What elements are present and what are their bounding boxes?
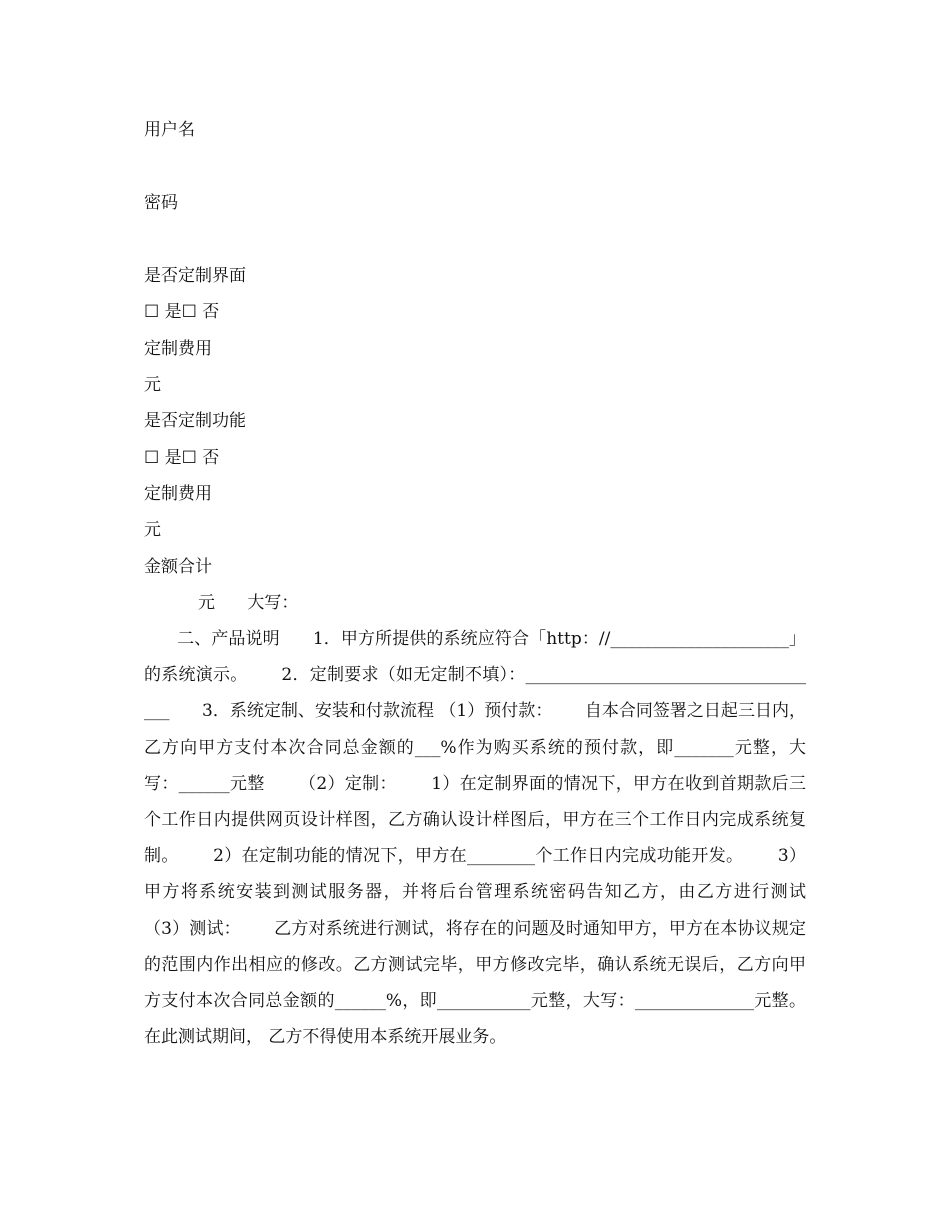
- total-label: 金额合计: [144, 557, 212, 577]
- custom-ui-fee-label: 定制费用: [144, 339, 212, 359]
- custom-ui-fee-unit: 元: [144, 375, 161, 395]
- username-label: 用户名: [144, 120, 195, 140]
- product-description-paragraph: 二、产品说明 1．甲方所提供的系统应符合「http：//_____________________」的系统演示。 2．定制要求（如无定制不填）：____________________________________ 3．系统定制、安装和付款流程 （1）预付款： 自本合同签署之日起三日内，乙方向甲方支付本次合同总金额的___%作为购买系统的预付款，即_______元整，大写：______元整 （2）定制： 1）在定制界面的情况下，甲方在收到首期款后三个工作日内提供网页设计样图，乙方确认设计样图后，甲方在三个工作日内完成系统复制。 2）在定制功能的情况下，甲方在________个工作日内完成功能开发。 3）甲方将系统安装到测试服务器，并将后台管理系统密码告知乙方，由乙方进行测试 （3）测试： 乙方对系统进行测试，将存在的问题及时通知甲方，甲方在本协议规定的范围内作出相应的修改。乙方测试完毕，甲方修改完毕，确认系统无误后，乙方向甲方支付本次合同总金额的______%，即___________元整，大写：______________元整。在此测试期间， 乙方不得使用本系统开展业务。: [144, 629, 839, 1048]
- custom-func-fee-unit: 元: [144, 520, 161, 540]
- custom-func-options: ☐ 是☐ 否: [144, 448, 220, 468]
- custom-ui-options: ☐ 是☐ 否: [144, 302, 220, 322]
- custom-func-label: 是否定制功能: [144, 411, 246, 431]
- total-amount-line: 元 大写：: [198, 593, 299, 613]
- custom-ui-label: 是否定制界面: [144, 266, 246, 286]
- password-label: 密码: [144, 193, 178, 213]
- custom-func-fee-label: 定制费用: [144, 484, 212, 504]
